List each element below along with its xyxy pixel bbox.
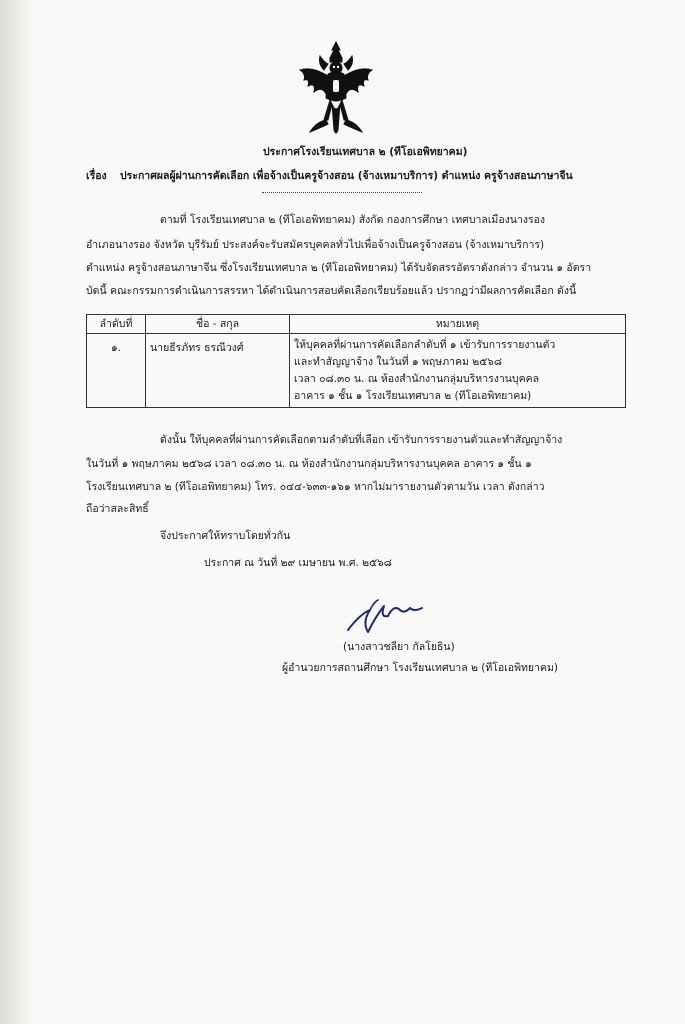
closing-line: ถือว่าสละสิทธิ์ bbox=[86, 503, 149, 515]
closing-line: โรงเรียนเทศบาล ๒ (ทีโอเอพิทยาคม) โทร. ๐๔๔-๖๓๓-๑๖๑ หากไม่มารายงานตัวตามวัน เวลา ดังกล่าว bbox=[86, 481, 545, 493]
table-row bbox=[87, 334, 626, 408]
row-number: ๑. bbox=[87, 334, 146, 408]
intro-line: อำเภอนางรอง จังหวัด บุรีรัมย์ ประสงค์จะรับสมัครบุคคลทั่วไปเพื่อจ้างเป็นครูจ้างสอน (จ้างเหมาบริการ) bbox=[86, 239, 545, 251]
closing-line: ในวันที่ ๑ พฤษภาคม ๒๕๖๘ เวลา ๐๘.๓๐ น. ณ ห้องสำนักงานกลุ่มบริหารงานบุคคล อาคาร ๑ ชั้น ๑ bbox=[86, 458, 532, 470]
column-header-remark: หมายเหตุ bbox=[290, 315, 626, 334]
subject-text: ประกาศผลผู้ผ่านการคัดเลือก เพื่อจ้างเป็นครูจ้างสอน (จ้างเหมาบริการ) ตำแหน่ง ครูจ้างสอนภาษาจีน bbox=[120, 170, 573, 182]
subject-label: เรื่อง bbox=[86, 170, 107, 182]
remark-line: อาคาร ๑ ชั้น ๑ โรงเรียนเทศบาล ๒ (ทีโอเอพิทยาคม) bbox=[294, 390, 532, 402]
column-header-no: ลำดับที่ bbox=[87, 315, 146, 334]
signer-position: ผู้อำนวยการสถานศึกษา โรงเรียนเทศบาล ๒ (ทีโอเอพิทยาคม) bbox=[282, 662, 559, 674]
handwritten-signature bbox=[340, 596, 430, 640]
intro-line: ตามที่ โรงเรียนเทศบาล ๒ (ทีโอเอพิทยาคม) สังกัด กองการศึกษา เทศบาลเมืองนางรอง bbox=[160, 214, 546, 226]
closing-line: ดังนั้น ให้บุคคลที่ผ่านการคัดเลือกตามลำดับที่เลือก เข้ารับการรายงานตัวและทำสัญญาจ้าง bbox=[160, 434, 563, 446]
row-remark bbox=[290, 334, 626, 408]
remark-line: ให้บุคคลที่ผ่านการคัดเลือกลำดับที่ ๑ เข้ารับการรายงานตัว bbox=[294, 339, 556, 351]
garuda-emblem-icon bbox=[294, 40, 378, 140]
title-divider bbox=[262, 192, 422, 193]
document-title: ประกาศโรงเรียนเทศบาล ๒ (ทีโอเอพิทยาคม) bbox=[263, 146, 468, 158]
signer-name: (นางสาวชลียา กัลโยธิน) bbox=[343, 641, 455, 653]
page-edge-shadow bbox=[0, 0, 34, 1024]
result-table bbox=[86, 314, 626, 408]
remark-line: เวลา ๐๘.๓๐ น. ณ ห้องสำนักงานกลุ่มบริหารงานบุคคล bbox=[294, 373, 540, 385]
intro-line: บัดนี้ คณะกรรมการดำเนินการสรรหา ได้ดำเนินการสอบคัดเลือกเรียบร้อยแล้ว ปรากฏว่ามีผลการคัดเลือก ดังนี้ bbox=[86, 285, 577, 297]
column-header-name: ชื่อ - สกุล bbox=[146, 315, 290, 334]
remark-line: และทำสัญญาจ้าง ในวันที่ ๑ พฤษภาคม ๒๕๖๘ bbox=[294, 356, 502, 368]
row-name: นายธีรภัทร ธรณีวงศ์ bbox=[146, 334, 290, 408]
table-header-row bbox=[87, 315, 626, 334]
announce-date: ประกาศ ณ วันที่ ๒๙ เมษายน พ.ศ. ๒๕๖๘ bbox=[204, 557, 392, 569]
intro-line: ตำแหน่ง ครูจ้างสอนภาษาจีน ซึ่งโรงเรียนเทศบาล ๒ (ทีโอเอพิทยาคม) ได้รับจัดสรรอัตราดังกล่าว จำนวน ๑ อัตรา bbox=[86, 262, 592, 274]
announce-text: จึงประกาศให้ทราบโดยทั่วกัน bbox=[160, 530, 291, 542]
